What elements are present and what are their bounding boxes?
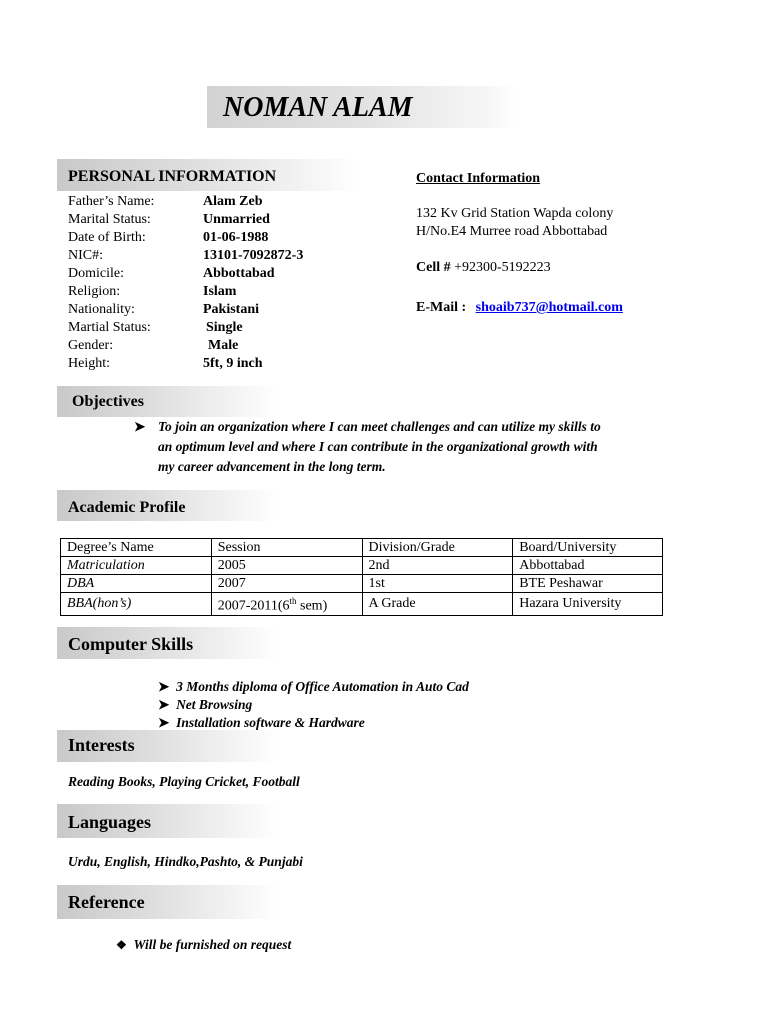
interests-text: Reading Books, Playing Cricket, Football bbox=[68, 774, 300, 789]
table-row bbox=[61, 557, 663, 575]
dob-label: Date of Birth: bbox=[68, 230, 146, 245]
arrow-icon: ➤ bbox=[158, 697, 170, 712]
session-cell bbox=[211, 593, 362, 616]
degree-cell: DBA bbox=[61, 575, 212, 593]
skill-item: ➤ 3 Months diploma of Office Automation in Auto Cad bbox=[158, 679, 469, 694]
board-cell: Abbottabad bbox=[513, 557, 663, 575]
reference-item: ❖ Will be furnished on request bbox=[116, 937, 292, 952]
personal-row-nic bbox=[68, 247, 368, 265]
personal-info-title: PERSONAL INFORMATION bbox=[68, 168, 277, 185]
marital-status-label: Marital Status: bbox=[68, 212, 151, 227]
objectives-arrow-icon: ➤ bbox=[134, 419, 146, 434]
objectives-line3: my career advancement in the long term. bbox=[158, 459, 386, 474]
nationality-label: Nationality: bbox=[68, 302, 135, 317]
academic-title: Academic Profile bbox=[68, 499, 186, 516]
board-cell: Hazara University bbox=[513, 593, 663, 616]
diamond-bullet-icon: ❖ bbox=[116, 938, 127, 952]
domicile-label: Domicile: bbox=[68, 266, 124, 281]
religion-label: Religion: bbox=[68, 284, 121, 299]
board-cell: BTE Peshawar bbox=[513, 575, 663, 593]
computer-skills-title: Computer Skills bbox=[68, 634, 194, 654]
session-cell: 2005 bbox=[211, 557, 362, 575]
contact-email bbox=[416, 300, 623, 316]
dob-value: 01-06-1988 bbox=[203, 230, 269, 245]
personal-row-domicile bbox=[68, 265, 368, 283]
personal-row-nationality bbox=[68, 301, 368, 319]
nic-label: NIC#: bbox=[68, 248, 103, 263]
contact-cell bbox=[416, 260, 551, 276]
gender-label: Gender: bbox=[68, 338, 114, 353]
degree-cell: Matriculation bbox=[61, 557, 212, 575]
division-cell: A Grade bbox=[362, 593, 513, 616]
cell-label: Cell # bbox=[416, 260, 451, 275]
objectives-line2: an optimum level and where I can contribute in the organizational growth with bbox=[158, 439, 598, 454]
session-text: 2007-2011(6 bbox=[217, 598, 290, 614]
division-cell: 2nd bbox=[362, 557, 513, 575]
degree-cell: BBA(hon’s) bbox=[61, 593, 212, 616]
header-session: Session bbox=[211, 539, 362, 557]
header-division: Division/Grade bbox=[362, 539, 513, 557]
languages-text: Urdu, English, Hindko,Pashto, & Punjabi bbox=[68, 854, 303, 869]
interests-title: Interests bbox=[68, 735, 135, 755]
skill-item: ➤ Installation software & Hardware bbox=[158, 715, 365, 730]
objectives-line1: To join an organization where I can meet challenges and can utilize my skills to bbox=[158, 419, 601, 434]
father-name-value: Alam Zeb bbox=[203, 194, 263, 209]
languages-title: Languages bbox=[68, 812, 152, 832]
table-header-row bbox=[61, 539, 663, 557]
cell-value: +92300-5192223 bbox=[454, 260, 551, 275]
division-cell: 1st bbox=[362, 575, 513, 593]
domicile-value: Abbottabad bbox=[203, 266, 275, 281]
religion-value: Islam bbox=[203, 284, 237, 299]
personal-row-father bbox=[68, 193, 368, 211]
martial-status-value: Single bbox=[206, 320, 243, 335]
father-name-label: Father’s Name: bbox=[68, 194, 155, 209]
gender-value: Male bbox=[208, 338, 239, 353]
personal-row-marital bbox=[68, 211, 368, 229]
contact-address-line1: 132 Kv Grid Station Wapda colony bbox=[416, 206, 614, 221]
academic-table bbox=[60, 538, 663, 616]
reference-title: Reference bbox=[68, 892, 145, 912]
email-link[interactable]: shoaib737@hotmail.com bbox=[475, 300, 623, 315]
personal-info-list bbox=[68, 193, 368, 373]
nic-value: 13101-7092872-3 bbox=[203, 248, 304, 263]
nationality-value: Pakistani bbox=[203, 302, 260, 317]
height-value: 5ft, 9 inch bbox=[203, 356, 263, 371]
candidate-name: NOMAN ALAM bbox=[223, 92, 413, 123]
skill-item: ➤ Net Browsing bbox=[158, 697, 253, 712]
session-cell: 2007 bbox=[211, 575, 362, 593]
height-label: Height: bbox=[68, 356, 110, 371]
table-row bbox=[61, 593, 663, 616]
table-row bbox=[61, 575, 663, 593]
personal-row-martial bbox=[68, 319, 368, 337]
personal-row-religion bbox=[68, 283, 368, 301]
personal-row-height bbox=[68, 355, 368, 373]
marital-status-value: Unmarried bbox=[203, 212, 270, 227]
email-label: E-Mail : bbox=[416, 300, 467, 315]
header-degree: Degree’s Name bbox=[61, 539, 212, 557]
martial-status-label: Martial Status: bbox=[68, 320, 151, 335]
contact-address-line2: H/No.E4 Murree road Abbottabad bbox=[416, 224, 608, 239]
objectives-title: Objectives bbox=[72, 393, 144, 410]
contact-title: Contact Information bbox=[416, 171, 541, 186]
arrow-icon: ➤ bbox=[158, 715, 170, 730]
session-sup: th bbox=[289, 596, 297, 606]
header-board: Board/University bbox=[513, 539, 663, 557]
personal-row-gender bbox=[68, 337, 368, 355]
session-tail: sem) bbox=[296, 598, 328, 614]
arrow-icon: ➤ bbox=[158, 679, 170, 694]
personal-row-dob bbox=[68, 229, 368, 247]
